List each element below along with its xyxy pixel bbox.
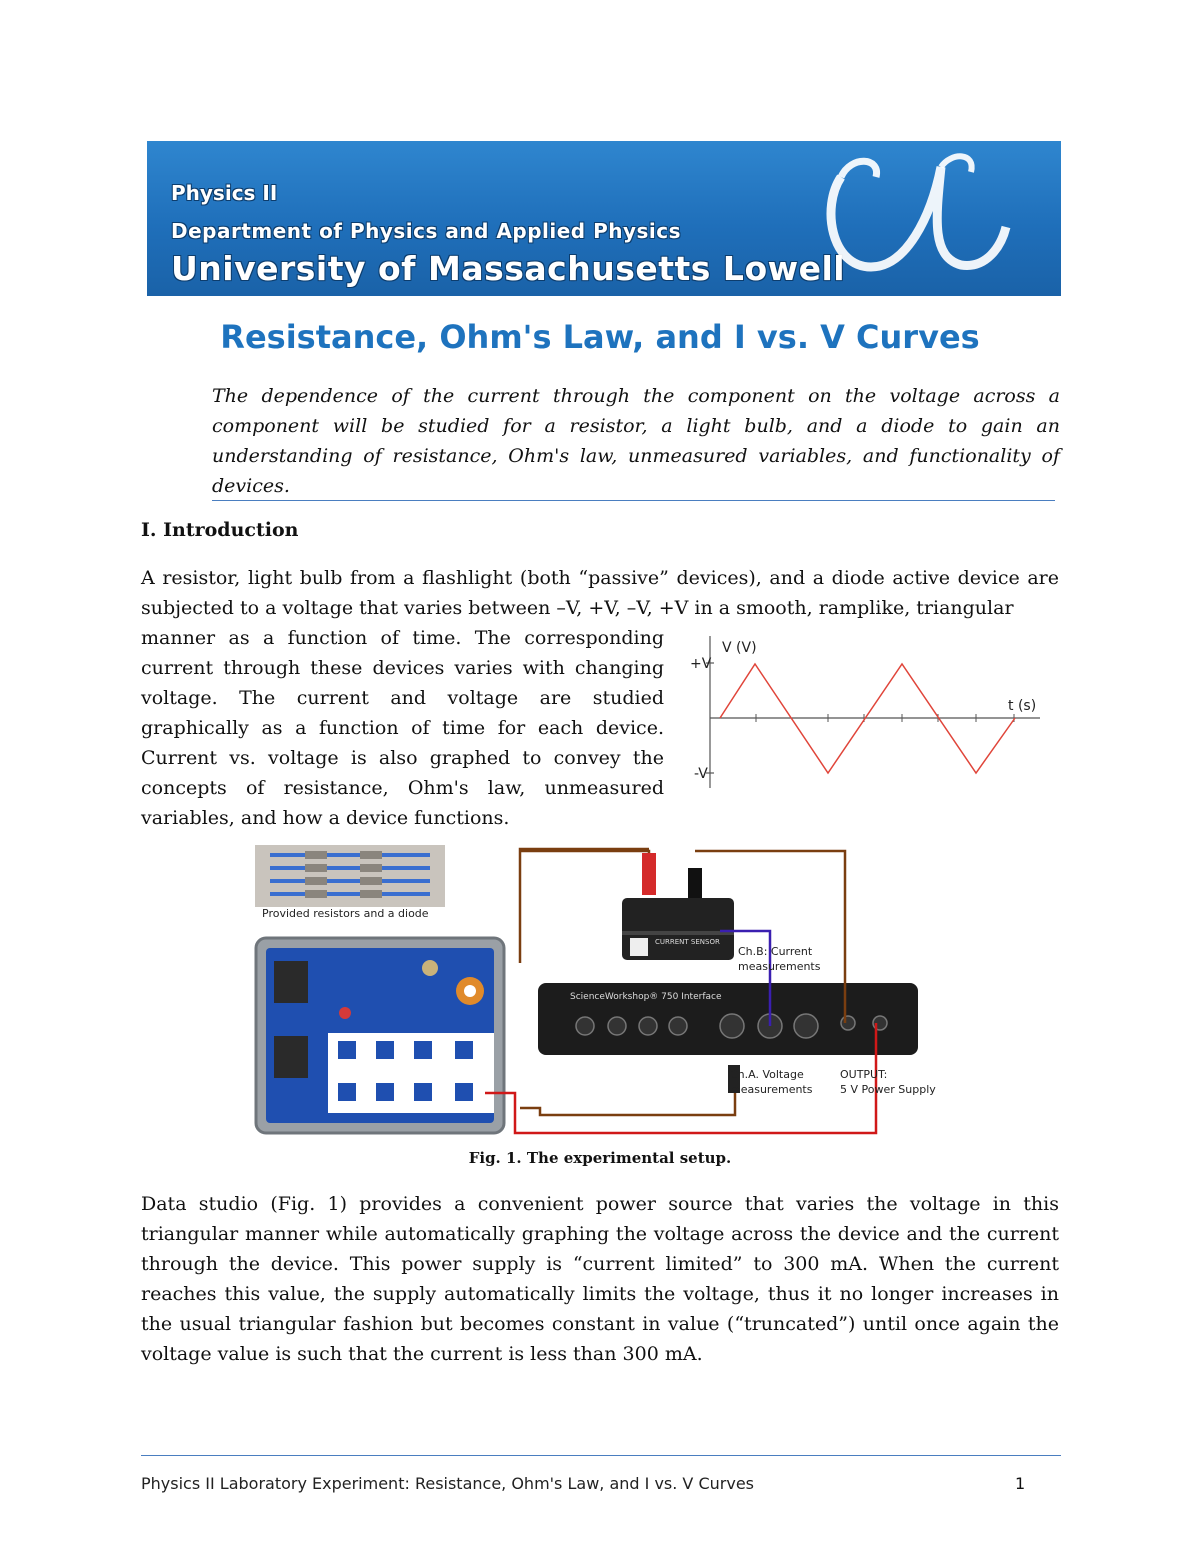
intro-paragraph-1-wrapped: manner as a function of time. The corresponding current through these devices varies with changing voltage. The current and voltage are studied graphically as a function of time for each device. Current vs. voltage is also graphed to convey the concepts of resistance, Ohm's law, unmeasured variables, and how a device functions. <box>141 627 664 829</box>
page-number: 1 <box>1015 1474 1026 1493</box>
document-title: Resistance, Ohm's Law, and I vs. V Curves <box>220 318 980 356</box>
circuit-board <box>256 938 504 1133</box>
current-label-2: measurements <box>738 960 821 973</box>
science-workshop-interface <box>538 983 918 1055</box>
output-label-2: 5 V Power Supply <box>840 1083 936 1096</box>
intro-paragraph-2: Data studio (Fig. 1) provides a convenient power source that varies the voltage in this triangular manner while automatically graphing the voltage across the device and the current through the device. This power supply is “current limited” to 300 mA. When the current reaches this value, the supply automatically limits the voltage, thus it no longer increases in the usual triangular fashion but becomes constant in value (“truncated”) until once again the voltage value is such that the current is less than 300 mA. <box>141 1193 1059 1365</box>
figure-caption: Fig. 1. The experimental setup. <box>468 1149 732 1167</box>
intro-paragraph-1: A resistor, light bulb from a flashlight (both “passive” devices), and a diode active device are subjected to a voltage that varies between –V, +V, –V, +V in a smooth, ramplike, triangular <box>141 567 1059 619</box>
resistors-photo <box>255 845 445 907</box>
neg-v-label: -V <box>694 766 708 782</box>
voltage-label-2: measurements <box>730 1083 813 1096</box>
voltage-vs-time-graph <box>680 628 1060 793</box>
section-heading: I. Introduction <box>141 519 299 541</box>
banner-university: University of Massachusetts Lowell <box>171 249 846 288</box>
banner-department: Department of Physics and Applied Physics <box>171 219 682 243</box>
voltage-label-1: Ch.A. Voltage <box>730 1068 804 1081</box>
footer-divider <box>141 1455 1061 1456</box>
y-axis-label: V (V) <box>722 640 757 656</box>
current-label-1: Ch.B: Current <box>738 945 813 958</box>
resistors-caption: Provided resistors and a diode <box>262 907 429 920</box>
experimental-setup-figure <box>250 843 950 1138</box>
abstract-text: The dependence of the current through the component on the voltage across a component will be studied for a resistor, a light bulb, and a diode to gain an understanding of resistance, Ohm's law, unmeasured variables, and functionality of devices. <box>212 385 1060 497</box>
header-banner <box>147 141 1061 296</box>
banner-course: Physics II <box>171 181 278 205</box>
abstract-divider <box>212 500 1055 501</box>
interface-label: ScienceWorkshop® 750 Interface <box>570 992 722 1002</box>
output-label-1: OUTPUT: <box>840 1068 888 1081</box>
sensor-label: CURRENT SENSOR <box>655 938 720 946</box>
footer-text: Physics II Laboratory Experiment: Resistance, Ohm's Law, and I vs. V Curves <box>141 1474 754 1493</box>
university-logo-icon <box>811 147 1011 292</box>
brown-wire <box>520 1071 735 1115</box>
pos-v-label: +V <box>690 656 712 672</box>
x-axis-label: t (s) <box>1008 698 1037 714</box>
current-sensor <box>622 853 734 960</box>
